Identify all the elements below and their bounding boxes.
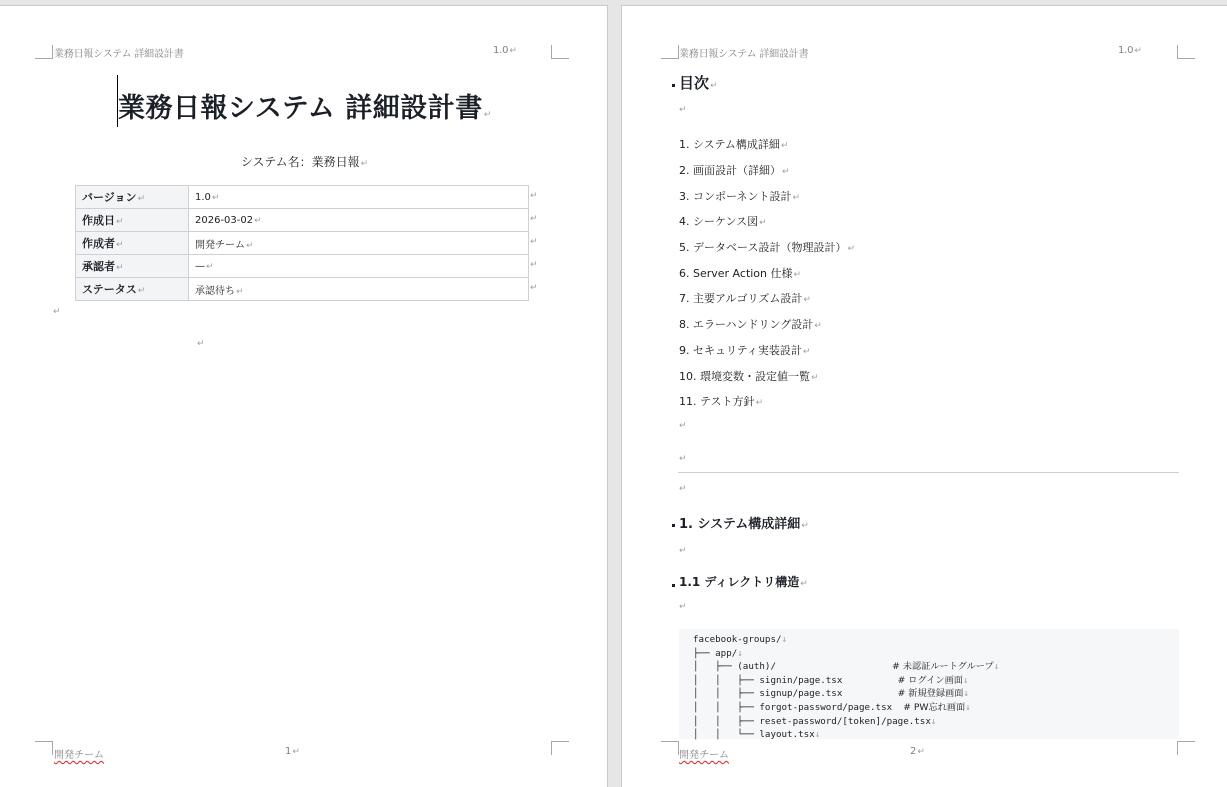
- code-line: [693, 674, 1179, 688]
- crop-mark-top-right: [1177, 45, 1195, 59]
- code-tree-text: │ │ ├── forgot-password/page.tsx: [693, 701, 904, 713]
- cell-text: 作成者: [82, 237, 115, 250]
- code-tree-text: │ │ ├── signin/page.tsx: [693, 674, 898, 686]
- system-name-line[interactable]: [0, 153, 608, 170]
- paragraph-mark: ↵: [847, 244, 855, 254]
- toc-item[interactable]: [679, 265, 801, 281]
- cell-text: 承認者: [82, 260, 115, 273]
- directory-structure-code-block[interactable]: [679, 629, 1179, 739]
- document-title-text: 業務日報システム 詳細設計書: [118, 93, 483, 124]
- paragraph-mark: ↵: [211, 192, 220, 203]
- document-page-1[interactable]: [0, 5, 608, 787]
- code-tree-text: │ ├── (auth)/: [693, 661, 893, 673]
- paragraph-mark: ↵: [792, 193, 800, 203]
- code-tree-text: ├── app/: [693, 647, 738, 659]
- line-break-mark: ↓: [963, 688, 969, 700]
- section-heading-text: 1.1 ディレクトリ構造: [679, 575, 800, 589]
- crop-mark-bottom-right: [1177, 741, 1195, 755]
- toc-item-text: 8. エラーハンドリング設計: [679, 318, 814, 331]
- cell-text: 開発チーム: [195, 239, 245, 251]
- toc-item-text: 3. コンポーネント設計: [679, 190, 792, 203]
- crop-mark-bottom-left: [661, 741, 679, 755]
- paragraph-mark: ↵: [917, 747, 925, 757]
- paragraph-mark: ↵: [483, 110, 492, 120]
- code-line: [693, 701, 1179, 715]
- paragraph-mark: ↵: [116, 263, 124, 273]
- table-row: [76, 209, 529, 232]
- paragraph-mark: ↵: [116, 240, 124, 250]
- line-break-mark: ↓: [965, 701, 971, 713]
- toc-item[interactable]: [679, 393, 763, 409]
- code-line: [693, 728, 1179, 742]
- empty-paragraph[interactable]: ↵: [679, 546, 687, 556]
- heading-bullet-icon: [672, 524, 675, 527]
- code-comment: # 未認証ルートグループ: [892, 661, 994, 673]
- document-title[interactable]: [118, 86, 492, 125]
- footer-author-text: 開発チーム: [54, 750, 104, 761]
- paragraph-mark: ↵: [137, 194, 146, 204]
- paragraph-mark: ↵: [759, 218, 767, 228]
- paragraph-mark: ↵: [292, 747, 300, 757]
- table-row: [76, 232, 529, 255]
- cell-text: バージョン: [82, 191, 137, 204]
- paragraph-mark: ↵: [802, 347, 811, 357]
- paragraph-mark: ↵: [236, 286, 244, 297]
- section-1-1-heading[interactable]: [679, 573, 808, 590]
- empty-paragraph[interactable]: ↵: [197, 339, 205, 349]
- toc-heading[interactable]: [679, 72, 718, 93]
- code-line: [693, 660, 1179, 674]
- crop-mark-bottom-left: [35, 741, 53, 755]
- row-end-mark: ↵: [530, 283, 538, 293]
- toc-item[interactable]: [679, 162, 790, 178]
- row-end-mark: ↵: [530, 191, 538, 201]
- empty-paragraph[interactable]: ↵: [53, 307, 61, 317]
- cell-text: —: [195, 260, 205, 272]
- table-cell-key[interactable]: [76, 232, 189, 255]
- footer-page-number[interactable]: [285, 746, 300, 757]
- line-break-mark: ↓: [814, 729, 821, 741]
- line-break-mark: ↓: [781, 634, 788, 645]
- code-comment: # PW忘れ画面: [903, 701, 966, 713]
- header-doc-name[interactable]: 業務日報システム 詳細設計書: [54, 49, 184, 60]
- crop-mark-top-right: [551, 45, 569, 59]
- table-row: [76, 255, 529, 278]
- footer-author[interactable]: [54, 746, 104, 761]
- paragraph-mark: ↵: [780, 141, 789, 151]
- table-cell-value[interactable]: [189, 255, 529, 278]
- paragraph-mark: ↵: [254, 215, 262, 226]
- toc-item[interactable]: [679, 188, 800, 204]
- paragraph-mark: ↵: [793, 270, 802, 280]
- paragraph-mark: ↵: [137, 286, 146, 296]
- table-cell-key[interactable]: [76, 209, 189, 232]
- toc-item-text: 4. シーケンス図: [679, 215, 759, 228]
- table-cell-value[interactable]: [189, 232, 529, 255]
- code-tree-text: facebook-groups/: [693, 634, 782, 645]
- header-version[interactable]: [1118, 45, 1142, 56]
- code-comment: # ログイン画面: [897, 674, 963, 686]
- heading-bullet-icon: [672, 584, 675, 587]
- empty-paragraph[interactable]: ↵: [679, 602, 687, 612]
- paragraph-mark: ↵: [803, 295, 811, 305]
- cell-text: ステータス: [82, 283, 137, 296]
- row-end-mark: ↵: [530, 237, 538, 247]
- paragraph-mark: ↵: [811, 373, 819, 383]
- toc-item-text: 7. 主要アルゴリズム設計: [679, 292, 803, 305]
- table-cell-value[interactable]: [189, 278, 529, 301]
- paragraph-mark: ↵: [800, 579, 808, 589]
- code-tree-text: │ │ ├── reset-password/[token]/page.tsx: [693, 715, 931, 727]
- header-doc-name[interactable]: 業務日報システム 詳細設計書: [679, 49, 809, 60]
- footer-page-number[interactable]: [910, 746, 925, 757]
- row-end-mark: ↵: [530, 214, 538, 224]
- footer-author[interactable]: [679, 746, 729, 761]
- document-page-2[interactable]: [621, 5, 1227, 787]
- table-cell-key[interactable]: [76, 278, 189, 301]
- heading-bullet-icon: [672, 84, 675, 87]
- paragraph-mark: ↵: [360, 159, 369, 169]
- paragraph-mark: ↵: [116, 217, 124, 227]
- code-line: [693, 633, 1179, 647]
- header-version-text: 1.0: [493, 45, 509, 56]
- code-line: [693, 687, 1179, 701]
- crop-mark-bottom-right: [551, 741, 569, 755]
- code-line: [693, 647, 1179, 661]
- table-row-end-marks: [530, 185, 538, 300]
- empty-paragraph[interactable]: ↵: [679, 454, 687, 464]
- footer-author-text: 開発チーム: [679, 750, 729, 761]
- paragraph-mark: ↵: [246, 240, 254, 251]
- paragraph-mark: ↵: [782, 167, 790, 177]
- toc-item[interactable]: [679, 239, 855, 255]
- page-number-text: 2: [910, 746, 917, 757]
- table-cell-key[interactable]: [76, 255, 189, 278]
- toc-item[interactable]: [679, 290, 811, 306]
- document-metadata-table: [75, 185, 529, 301]
- empty-paragraph[interactable]: ↵: [679, 421, 687, 431]
- table-cell-value[interactable]: [189, 186, 529, 209]
- toc-item-text: 2. 画面設計（詳細）: [679, 164, 781, 177]
- cell-text: 作成日: [82, 214, 115, 227]
- system-name-text: システム名：業務日報: [240, 155, 360, 169]
- section-1-heading[interactable]: [679, 513, 809, 532]
- toc-item-text: 10. 環境変数・設定値一覧: [679, 370, 810, 383]
- code-tree-text: │ │ └── layout.tsx: [693, 729, 815, 741]
- table-cell-key[interactable]: [76, 186, 189, 209]
- cell-text: 1.0: [195, 191, 211, 203]
- page-number-text: 1: [285, 746, 292, 757]
- code-tree-text: │ │ ├── signup/page.tsx: [693, 688, 898, 700]
- row-end-mark: ↵: [530, 260, 538, 270]
- line-break-mark: ↓: [962, 674, 969, 686]
- toc-item[interactable]: [679, 213, 767, 229]
- toc-item[interactable]: [679, 316, 822, 332]
- paragraph-mark: ↵: [1134, 46, 1142, 56]
- toc-item-text: 9. セキュリティ実装設計: [679, 344, 802, 357]
- line-break-mark: ↓: [993, 661, 1000, 673]
- cell-text: 2026-03-02: [195, 214, 254, 226]
- table-row: [76, 186, 529, 209]
- crop-mark-top-left: [35, 45, 53, 59]
- paragraph-mark: ↵: [755, 398, 764, 408]
- horizontal-rule: [678, 472, 1179, 473]
- paragraph-mark: ↵: [206, 261, 214, 272]
- line-break-mark: ↓: [737, 647, 743, 659]
- crop-mark-top-left: [661, 45, 679, 59]
- paragraph-mark: ↵: [509, 46, 517, 56]
- toc-item[interactable]: [679, 368, 819, 384]
- toc-item-text: 6. Server Action 仕様: [679, 267, 793, 280]
- header-version-text: 1.0: [1118, 45, 1134, 56]
- code-comment: # 新規登録画面: [897, 688, 964, 700]
- paragraph-mark: ↵: [710, 81, 718, 91]
- toc-heading-text: 目次: [679, 74, 710, 92]
- toc-item-text: 1. システム構成詳細: [679, 138, 780, 151]
- empty-paragraph[interactable]: ↵: [679, 484, 687, 494]
- toc-item[interactable]: [679, 342, 810, 358]
- line-break-mark: ↓: [930, 715, 937, 727]
- paragraph-mark: ↵: [814, 321, 822, 331]
- code-line: [693, 715, 1179, 729]
- paragraph-mark: ↵: [801, 521, 809, 531]
- cell-text: 承認待ち: [195, 285, 235, 297]
- empty-paragraph[interactable]: ↵: [679, 105, 687, 115]
- section-heading-text: 1. システム構成詳細: [679, 517, 801, 532]
- table-row: [76, 278, 529, 301]
- toc-item-text: 11. テスト方針: [679, 395, 755, 408]
- toc-item-text: 5. データベース設計（物理設計）: [679, 241, 847, 254]
- toc-item[interactable]: [679, 136, 788, 152]
- header-version[interactable]: [493, 45, 517, 56]
- table-cell-value[interactable]: [189, 209, 529, 232]
